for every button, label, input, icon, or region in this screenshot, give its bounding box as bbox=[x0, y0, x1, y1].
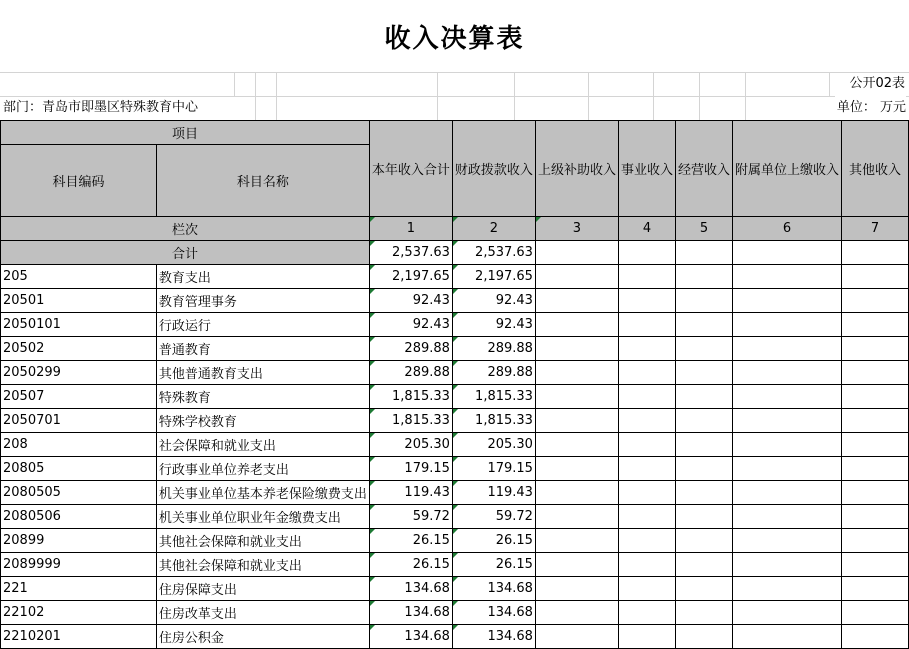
business-income-cell[interactable] bbox=[618, 553, 675, 577]
fiscal-appropriation-cell[interactable]: 134.68 bbox=[452, 625, 535, 649]
total-label: 合计 bbox=[1, 241, 370, 265]
affiliated-remittance-cell[interactable] bbox=[732, 553, 841, 577]
operating-income-cell[interactable] bbox=[675, 625, 732, 649]
affiliated-remittance-cell[interactable] bbox=[732, 265, 841, 289]
subject-code-cell[interactable]: 205 bbox=[1, 265, 157, 289]
superior-subsidy-cell[interactable] bbox=[535, 265, 618, 289]
total-col-7[interactable] bbox=[842, 241, 909, 265]
superior-subsidy-cell[interactable] bbox=[535, 481, 618, 505]
annual-income-total-cell[interactable]: 2,197.65 bbox=[369, 265, 452, 289]
subject-code-cell[interactable]: 2080505 bbox=[1, 481, 157, 505]
col-number-5: 5 bbox=[675, 217, 732, 241]
business-income-cell[interactable] bbox=[618, 265, 675, 289]
affiliated-remittance-cell[interactable] bbox=[732, 529, 841, 553]
subject-code-cell[interactable]: 2050701 bbox=[1, 409, 157, 433]
operating-income-cell[interactable] bbox=[675, 385, 732, 409]
affiliated-remittance-cell[interactable] bbox=[732, 409, 841, 433]
subject-name-cell[interactable]: 机关事业单位基本养老保险缴费支出 bbox=[156, 481, 369, 505]
annual-income-total-cell[interactable]: 134.68 bbox=[369, 577, 452, 601]
business-income-cell[interactable] bbox=[618, 601, 675, 625]
table-row bbox=[1, 313, 909, 337]
annual-income-total-cell[interactable]: 179.15 bbox=[369, 457, 452, 481]
other-income-cell[interactable] bbox=[842, 601, 909, 625]
affiliated-remittance-cell[interactable] bbox=[732, 625, 841, 649]
business-income-cell[interactable] bbox=[618, 457, 675, 481]
subject-name-cell[interactable]: 其他普通教育支出 bbox=[156, 361, 369, 385]
unit-label: 单位： 万元 bbox=[835, 96, 906, 120]
superior-subsidy-cell[interactable] bbox=[535, 577, 618, 601]
superior-subsidy-cell[interactable] bbox=[535, 289, 618, 313]
business-income-cell[interactable] bbox=[618, 529, 675, 553]
col-header-2: 财政拨款收入 bbox=[452, 121, 535, 217]
operating-income-cell[interactable] bbox=[675, 409, 732, 433]
subject-name-cell[interactable]: 教育管理事务 bbox=[156, 289, 369, 313]
subject-code-cell[interactable]: 20805 bbox=[1, 457, 157, 481]
business-income-cell[interactable] bbox=[618, 433, 675, 457]
fiscal-appropriation-cell[interactable]: 179.15 bbox=[452, 457, 535, 481]
subject-name-cell[interactable]: 行政事业单位养老支出 bbox=[156, 457, 369, 481]
affiliated-remittance-cell[interactable] bbox=[732, 433, 841, 457]
other-income-cell[interactable] bbox=[842, 313, 909, 337]
subject-name-cell[interactable]: 教育支出 bbox=[156, 265, 369, 289]
fiscal-appropriation-cell[interactable]: 205.30 bbox=[452, 433, 535, 457]
col-header-3: 上级补助收入 bbox=[535, 121, 618, 217]
subject-name-cell[interactable]: 特殊教育 bbox=[156, 385, 369, 409]
annual-income-total-cell[interactable]: 134.68 bbox=[369, 625, 452, 649]
table-row bbox=[1, 529, 909, 553]
other-income-cell[interactable] bbox=[842, 481, 909, 505]
superior-subsidy-cell[interactable] bbox=[535, 433, 618, 457]
col-number-7: 7 bbox=[842, 217, 909, 241]
col-header-6: 附属单位上缴收入 bbox=[732, 121, 841, 217]
fiscal-appropriation-cell[interactable]: 1,815.33 bbox=[452, 409, 535, 433]
superior-subsidy-cell[interactable] bbox=[535, 385, 618, 409]
other-income-cell[interactable] bbox=[842, 337, 909, 361]
table-row bbox=[1, 265, 909, 289]
fiscal-appropriation-cell[interactable]: 134.68 bbox=[452, 601, 535, 625]
total-col-4[interactable] bbox=[618, 241, 675, 265]
page-title: 收入决算表 bbox=[384, 23, 525, 54]
business-income-cell[interactable] bbox=[618, 625, 675, 649]
fiscal-appropriation-cell[interactable]: 92.43 bbox=[452, 313, 535, 337]
annual-income-total-cell[interactable]: 59.72 bbox=[369, 505, 452, 529]
annual-income-total-cell[interactable]: 26.15 bbox=[369, 529, 452, 553]
info-grid bbox=[0, 72, 909, 120]
business-income-cell[interactable] bbox=[618, 577, 675, 601]
col-header-4: 事业收入 bbox=[618, 121, 675, 217]
business-income-cell[interactable] bbox=[618, 385, 675, 409]
table-row bbox=[1, 289, 909, 313]
col-number-1: 1 bbox=[369, 217, 452, 241]
other-income-cell[interactable] bbox=[842, 409, 909, 433]
annual-income-total-cell[interactable]: 1,815.33 bbox=[369, 385, 452, 409]
subject-name-cell[interactable]: 住房保障支出 bbox=[156, 577, 369, 601]
other-income-cell[interactable] bbox=[842, 433, 909, 457]
subject-name-cell[interactable]: 住房公积金 bbox=[156, 625, 369, 649]
annual-income-total-cell[interactable]: 289.88 bbox=[369, 361, 452, 385]
fiscal-appropriation-cell[interactable]: 26.15 bbox=[452, 529, 535, 553]
subject-code-cell[interactable]: 221 bbox=[1, 577, 157, 601]
superior-subsidy-cell[interactable] bbox=[535, 337, 618, 361]
business-income-cell[interactable] bbox=[618, 313, 675, 337]
fiscal-appropriation-cell[interactable]: 1,815.33 bbox=[452, 385, 535, 409]
fiscal-appropriation-cell[interactable]: 2,197.65 bbox=[452, 265, 535, 289]
subject-name-cell[interactable]: 住房改革支出 bbox=[156, 601, 369, 625]
subject-code-cell[interactable]: 20501 bbox=[1, 289, 157, 313]
superior-subsidy-cell[interactable] bbox=[535, 529, 618, 553]
table-row bbox=[1, 625, 909, 649]
subject-name-cell[interactable]: 特殊学校教育 bbox=[156, 409, 369, 433]
subject-name-cell[interactable]: 社会保障和就业支出 bbox=[156, 433, 369, 457]
subject-code-cell[interactable]: 20507 bbox=[1, 385, 157, 409]
total-col-3[interactable] bbox=[535, 241, 618, 265]
col-header-1: 本年收入合计 bbox=[369, 121, 452, 217]
affiliated-remittance-cell[interactable] bbox=[732, 289, 841, 313]
affiliated-remittance-cell[interactable] bbox=[732, 601, 841, 625]
affiliated-remittance-cell[interactable] bbox=[732, 337, 841, 361]
superior-subsidy-cell[interactable] bbox=[535, 313, 618, 337]
col-number-3: 3 bbox=[535, 217, 618, 241]
table-row bbox=[1, 505, 909, 529]
operating-income-cell[interactable] bbox=[675, 601, 732, 625]
other-income-cell[interactable] bbox=[842, 289, 909, 313]
annual-income-total-cell[interactable]: 92.43 bbox=[369, 289, 452, 313]
subject-name-cell[interactable]: 行政运行 bbox=[156, 313, 369, 337]
fiscal-appropriation-cell[interactable]: 289.88 bbox=[452, 337, 535, 361]
operating-income-cell[interactable] bbox=[675, 553, 732, 577]
superior-subsidy-cell[interactable] bbox=[535, 457, 618, 481]
row-index-label: 栏次 bbox=[1, 217, 370, 241]
other-income-cell[interactable] bbox=[842, 625, 909, 649]
total-col-6[interactable] bbox=[732, 241, 841, 265]
other-income-cell[interactable] bbox=[842, 505, 909, 529]
operating-income-cell[interactable] bbox=[675, 577, 732, 601]
subject-name-cell[interactable]: 其他社会保障和就业支出 bbox=[156, 529, 369, 553]
subject-code-cell[interactable]: 20899 bbox=[1, 529, 157, 553]
business-income-cell[interactable] bbox=[618, 361, 675, 385]
affiliated-remittance-cell[interactable] bbox=[732, 481, 841, 505]
business-income-cell[interactable] bbox=[618, 337, 675, 361]
superior-subsidy-cell[interactable] bbox=[535, 553, 618, 577]
business-income-cell[interactable] bbox=[618, 481, 675, 505]
superior-subsidy-cell[interactable] bbox=[535, 409, 618, 433]
other-income-cell[interactable] bbox=[842, 361, 909, 385]
annual-income-total-cell[interactable]: 92.43 bbox=[369, 313, 452, 337]
fiscal-appropriation-cell[interactable]: 59.72 bbox=[452, 505, 535, 529]
annual-income-total-cell[interactable]: 205.30 bbox=[369, 433, 452, 457]
fiscal-appropriation-cell[interactable]: 119.43 bbox=[452, 481, 535, 505]
subject-code-cell[interactable]: 208 bbox=[1, 433, 157, 457]
annual-income-total-cell[interactable]: 119.43 bbox=[369, 481, 452, 505]
subject-name-cell[interactable]: 普通教育 bbox=[156, 337, 369, 361]
income-table bbox=[0, 120, 909, 649]
superior-subsidy-cell[interactable] bbox=[535, 601, 618, 625]
table-row bbox=[1, 577, 909, 601]
operating-income-cell[interactable] bbox=[675, 361, 732, 385]
subject-code-cell[interactable]: 22102 bbox=[1, 601, 157, 625]
annual-income-total-cell[interactable]: 1,815.33 bbox=[369, 409, 452, 433]
business-income-cell[interactable] bbox=[618, 409, 675, 433]
header-code: 科目编码 bbox=[1, 145, 157, 217]
table-row bbox=[1, 457, 909, 481]
operating-income-cell[interactable] bbox=[675, 505, 732, 529]
total-col-2[interactable]: 2,537.63 bbox=[452, 241, 535, 265]
total-col-1[interactable]: 2,537.63 bbox=[369, 241, 452, 265]
operating-income-cell[interactable] bbox=[675, 457, 732, 481]
superior-subsidy-cell[interactable] bbox=[535, 361, 618, 385]
col-number-6: 6 bbox=[732, 217, 841, 241]
other-income-cell[interactable] bbox=[842, 529, 909, 553]
operating-income-cell[interactable] bbox=[675, 433, 732, 457]
other-income-cell[interactable] bbox=[842, 577, 909, 601]
operating-income-cell[interactable] bbox=[675, 289, 732, 313]
header-name: 科目名称 bbox=[156, 145, 369, 217]
table-row bbox=[1, 433, 909, 457]
annual-income-total-cell[interactable]: 26.15 bbox=[369, 553, 452, 577]
fiscal-appropriation-cell[interactable]: 92.43 bbox=[452, 289, 535, 313]
operating-income-cell[interactable] bbox=[675, 337, 732, 361]
total-col-5[interactable] bbox=[675, 241, 732, 265]
col-number-4: 4 bbox=[618, 217, 675, 241]
business-income-cell[interactable] bbox=[618, 505, 675, 529]
form-code: 公开02表 bbox=[849, 76, 905, 91]
department-row bbox=[0, 96, 909, 121]
subject-code-cell[interactable]: 2050101 bbox=[1, 313, 157, 337]
other-income-cell[interactable] bbox=[842, 457, 909, 481]
fiscal-appropriation-cell[interactable]: 26.15 bbox=[452, 553, 535, 577]
other-income-cell[interactable] bbox=[842, 553, 909, 577]
subject-name-cell[interactable]: 其他社会保障和就业支出 bbox=[156, 553, 369, 577]
operating-income-cell[interactable] bbox=[675, 313, 732, 337]
annual-income-total-cell[interactable]: 289.88 bbox=[369, 337, 452, 361]
fiscal-appropriation-cell[interactable]: 134.68 bbox=[452, 577, 535, 601]
subject-code-cell[interactable]: 2089999 bbox=[1, 553, 157, 577]
table-row bbox=[1, 553, 909, 577]
superior-subsidy-cell[interactable] bbox=[535, 505, 618, 529]
title-row bbox=[0, 0, 909, 73]
table-row bbox=[1, 409, 909, 433]
superior-subsidy-cell[interactable] bbox=[535, 625, 618, 649]
col-header-5: 经营收入 bbox=[675, 121, 732, 217]
subject-name-cell[interactable]: 机关事业单位职业年金缴费支出 bbox=[156, 505, 369, 529]
department-label: 部门：青岛市即墨区特殊教育中心 bbox=[3, 100, 199, 115]
form-code-row bbox=[0, 72, 909, 97]
affiliated-remittance-cell[interactable] bbox=[732, 385, 841, 409]
annual-income-total-cell[interactable]: 134.68 bbox=[369, 601, 452, 625]
subject-code-cell[interactable]: 20502 bbox=[1, 337, 157, 361]
other-income-cell[interactable] bbox=[842, 385, 909, 409]
operating-income-cell[interactable] bbox=[675, 481, 732, 505]
table-row bbox=[1, 481, 909, 505]
affiliated-remittance-cell[interactable] bbox=[732, 313, 841, 337]
operating-income-cell[interactable] bbox=[675, 265, 732, 289]
col-header-7: 其他收入 bbox=[842, 121, 909, 217]
table-row bbox=[1, 385, 909, 409]
table-row bbox=[1, 361, 909, 385]
table-row bbox=[1, 337, 909, 361]
table-row bbox=[1, 601, 909, 625]
subject-code-cell[interactable]: 2050299 bbox=[1, 361, 157, 385]
subject-code-cell[interactable]: 2210201 bbox=[1, 625, 157, 649]
affiliated-remittance-cell[interactable] bbox=[732, 457, 841, 481]
affiliated-remittance-cell[interactable] bbox=[732, 577, 841, 601]
affiliated-remittance-cell[interactable] bbox=[732, 361, 841, 385]
subject-code-cell[interactable]: 2080506 bbox=[1, 505, 157, 529]
business-income-cell[interactable] bbox=[618, 289, 675, 313]
fiscal-appropriation-cell[interactable]: 289.88 bbox=[452, 361, 535, 385]
col-number-2: 2 bbox=[452, 217, 535, 241]
header-item: 项目 bbox=[1, 121, 370, 145]
affiliated-remittance-cell[interactable] bbox=[732, 505, 841, 529]
other-income-cell[interactable] bbox=[842, 265, 909, 289]
operating-income-cell[interactable] bbox=[675, 529, 732, 553]
